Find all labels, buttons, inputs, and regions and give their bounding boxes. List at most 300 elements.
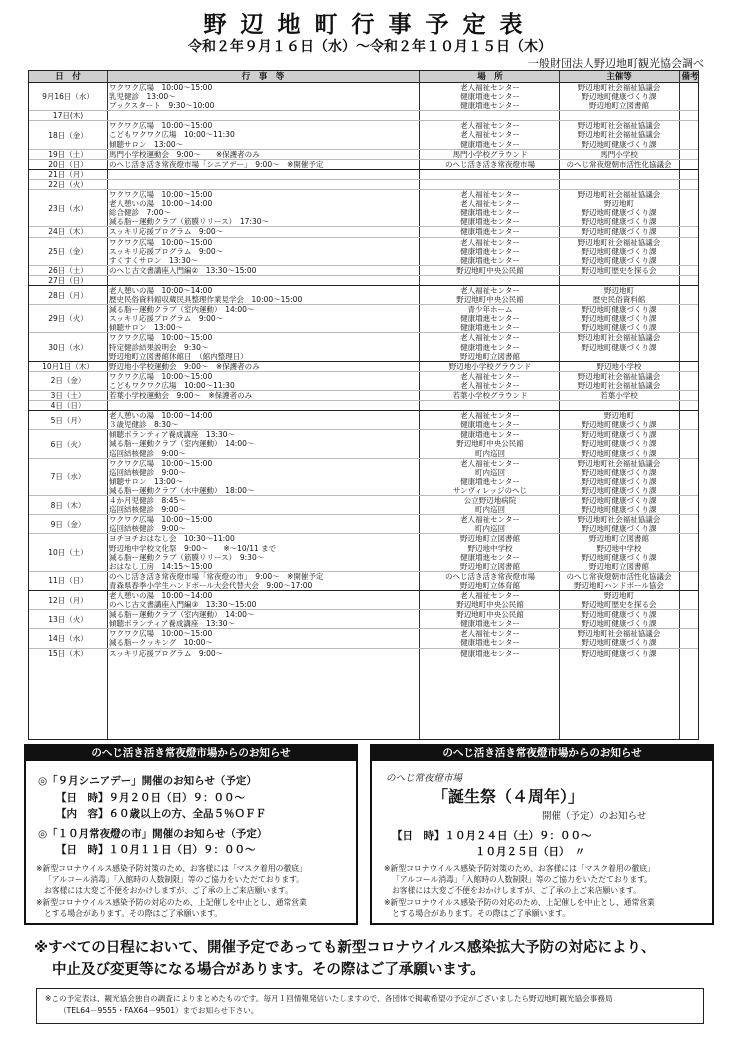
event-organizer: 野辺地町健康づくり課 [581, 342, 657, 352]
schedule-rows [29, 83, 698, 740]
event-line [29, 208, 698, 217]
row-date: 28日（月） [48, 290, 88, 300]
event-name: ワクワク広場 10:00～15:00 [109, 237, 213, 247]
event-place: 健康増進センター [460, 227, 520, 237]
event-line [29, 468, 698, 477]
left-note-line: お客様には大変ご不便をおかけしますが、ご了承の上ご来店願います。 [44, 886, 293, 895]
event-place: 老人福祉センター [460, 190, 520, 200]
right-note-line: ※新型コロナウイルス感染予防の対応のため、上記催しを中止とし、通常営業 [384, 898, 655, 907]
event-name: ワクワク広場 10:00～15:00 [109, 458, 213, 468]
event-name: すくすくサロン 13:30～ [109, 255, 199, 265]
event-place: 野辺地町立図書館 [460, 561, 520, 571]
event-organizer: 野辺地町健康づくり課 [581, 420, 657, 430]
event-name: 歴史民俗資料館収蔵民具整理作業見学会 10:00～15:00 [109, 295, 303, 305]
schedule-period: 令和２年９月１６日（水）～令和２年１０月１５日（木） [188, 39, 552, 55]
row-date: 21日（月） [48, 169, 88, 179]
event-place: 老人福祉センター [460, 629, 520, 639]
event-place: 老人福祉センター [460, 515, 520, 525]
schedule-row [29, 429, 698, 457]
event-name: 減る脂ー運動クラブ（筋膜リリース） 17:30～ [109, 217, 269, 227]
header-remarks: 備考 [681, 72, 699, 82]
event-line [29, 496, 698, 505]
event-name: 減る脂ー運動クラブ（室内運動） 14:00～ [109, 439, 255, 449]
event-place: 野辺地町中央公民館 [456, 295, 524, 305]
row-date: 25日（金） [48, 246, 88, 256]
event-place: 老人福祉センター [460, 121, 520, 131]
event-place: 健康増進センター [460, 638, 520, 648]
event-name: 野辺地中学校文化祭 9:00～ ※～10/11 まで [109, 543, 277, 553]
schedule-row [29, 514, 698, 533]
event-organizer: 野辺地町社会福祉協議会 [577, 130, 661, 140]
event-name: 野辺地小学校運動会 9:00～ ※保護者のみ [109, 361, 260, 371]
event-line [29, 256, 698, 265]
event-line [29, 372, 698, 381]
event-place: 老人福祉センター [460, 333, 520, 343]
event-line [29, 515, 698, 524]
row-date: 2日（金） [50, 376, 86, 386]
row-date: 20日（日） [48, 159, 88, 169]
event-place: のへじ活き活き常夜燈市場 [445, 571, 535, 581]
event-organizer: 野辺地町健康づくり課 [581, 439, 657, 449]
event-name: ワクワク広場 10:00～15:00 [109, 83, 213, 92]
event-organizer: のへじ常夜燈朝市活性化協議会 [566, 159, 672, 169]
event-line [29, 352, 698, 361]
schedule-row [29, 149, 698, 159]
row-date: 22日（火） [48, 179, 88, 189]
event-name: 特定健診結果説明会 9:30～ [109, 342, 209, 352]
event-organizer: 野辺地町健康づくり課 [581, 619, 657, 629]
row-date: 9日（金） [50, 519, 86, 529]
row-date: 17日(木) [52, 111, 84, 121]
event-organizer: 野辺地町社会福祉協議会 [577, 458, 661, 468]
event-line [29, 411, 698, 420]
event-name: ワクワク広場 10:00～15:00 [109, 515, 213, 525]
event-name: 傾聴サロン 13:00～ [109, 323, 184, 333]
event-place: 若葉小学校グラウンド [452, 391, 528, 400]
schedule-row [29, 332, 698, 360]
event-line [29, 217, 698, 226]
event-name: スッキリ応援プログラム 9:00～ [109, 314, 224, 324]
schedule-row [29, 169, 698, 179]
event-place: 老人福祉センター [460, 458, 520, 468]
left-note-line: ※新型コロナウイルス感染予防の対応のため、上記催しを中止とし、通常営業 [36, 898, 307, 907]
event-line [29, 286, 698, 295]
event-organizer: 野辺地町ハンドボール協会 [574, 580, 664, 590]
schedule-header [29, 71, 698, 83]
row-date: 18日（金） [48, 130, 88, 140]
event-place: 野辺地町中央公民館 [456, 265, 524, 275]
left-note-line: 「アルコール消毒」「入館時の人数制限」等のご協力をいただております。 [44, 875, 305, 884]
event-organizer: 野辺地町健康づくり課 [581, 246, 657, 256]
event-line [29, 600, 698, 609]
event-organizer: 若葉小学校 [600, 391, 638, 400]
event-place: 野辺地小学校グラウンド [448, 361, 532, 371]
event-organizer: 野辺地町健康づくり課 [581, 430, 657, 440]
event-organizer: 野辺地町健康づくり課 [581, 92, 657, 102]
event-line [29, 524, 698, 533]
schedule-row [29, 410, 698, 429]
event-name: 傾聴サロン 13:00～ [109, 476, 184, 486]
event-line [29, 180, 698, 189]
event-place: 町内巡回 [475, 467, 505, 477]
event-name: 馬門小学校運動会 9:00～ ※保護者のみ [109, 149, 260, 159]
event-place: 野辺地町中央公民館 [456, 600, 524, 610]
event-name: ワクワク広場 10:00～15:00 [109, 121, 213, 131]
page-title: 野辺地町行事予定表 [203, 11, 537, 38]
event-place: 老人福祉センター [460, 285, 520, 295]
event-place: 馬門小学校グラウンド [452, 149, 528, 159]
event-name: のへじ古文書講座入門編② 13:30～15:00 [109, 265, 257, 275]
event-name: 老人憩いの湯 10:00～14:00 [109, 411, 213, 421]
left-item1-title: ◎「９月シニアデー」開催のお知らせ（予定） [38, 775, 257, 787]
event-line [29, 486, 698, 495]
event-name: のへじ古文書講座入門編③ 13:30～15:00 [109, 600, 257, 610]
event-organizer: 野辺地町健康づくり課 [581, 139, 657, 149]
event-name: ワクワク広場 10:00～15:00 [109, 190, 213, 200]
event-place: 野辺地町中央公民館 [456, 610, 524, 620]
row-date: 6日（火） [50, 439, 86, 449]
event-line [29, 391, 698, 400]
event-line [29, 323, 698, 332]
event-line [29, 150, 698, 159]
row-date: 13日（火） [48, 614, 88, 624]
schedule-row [29, 590, 698, 609]
event-place: サンヴィレッジのへじ [452, 485, 528, 495]
schedule-row [29, 189, 698, 226]
event-name: のへじ活き活き常夜燈市場「シニアデー」 9:00～ ※開催予定 [109, 159, 324, 169]
event-line [29, 420, 698, 429]
header-organizer: 主催等 [606, 72, 632, 82]
event-line [29, 305, 698, 314]
event-line [29, 160, 698, 169]
event-place: 健康増進センター [460, 430, 520, 440]
event-name: おはなし工房 14:15～15:00 [109, 561, 213, 571]
event-name: 巡回結核健診 9:00～ [109, 448, 186, 458]
event-line [29, 247, 698, 256]
right-note-line: お客様には大変ご不便をおかけしますが、ご了承の上ご来店願います。 [392, 886, 641, 895]
event-line [29, 553, 698, 562]
event-place: 町内巡回 [475, 448, 505, 458]
event-line [29, 121, 698, 130]
event-line [29, 199, 698, 208]
schedule-row [29, 458, 698, 495]
schedule-row [29, 83, 698, 110]
schedule-row [29, 609, 698, 628]
event-name: こどもワクワク広場 10:00～11:30 [109, 380, 235, 390]
event-line [29, 401, 698, 410]
event-place: 健康増進センター [460, 101, 520, 111]
right-note-line: 「アルコール消毒」「入館時の人数制限」等のご協力をいただております。 [392, 875, 653, 884]
left-item2-date: 【日 時】１０月１１日（日）９：００～ [56, 844, 256, 856]
event-place: 老人福祉センター [460, 411, 520, 421]
event-place: 野辺地町立図書館 [460, 351, 520, 361]
event-name: ブックスタート 9:30～10:00 [109, 101, 215, 111]
event-organizer: 野辺地町立図書館 [589, 561, 649, 571]
event-name: 巡回結核健診 9:00～ [109, 467, 186, 477]
event-name: ４か月児健診 8:45～ [109, 496, 186, 506]
event-name: ワクワク広場 10:00～15:00 [109, 629, 213, 639]
event-line [29, 430, 698, 439]
event-organizer: 野辺地町 [604, 285, 634, 295]
event-organizer: 野辺地町立図書館 [589, 534, 649, 544]
schedule-row [29, 628, 698, 647]
event-organizer: 野辺地町健康づくり課 [581, 467, 657, 477]
schedule-row [29, 648, 698, 658]
header-date: 日 付 [55, 72, 81, 82]
event-name: 減る脂ークッキング 10:00～ [109, 638, 213, 648]
event-name: 減る脂ー運動クラブ（水中運動） 18:00～ [109, 485, 255, 495]
organizer-credit: 一般財団法人野辺地町観光協会調べ [528, 57, 704, 70]
event-name: 巡回結核健診 9:00～ [109, 524, 186, 534]
event-line [29, 333, 698, 342]
left-item1-content: 【内 容】６０歳以上の方、全品５％ＯＦＦ [56, 808, 266, 820]
event-place: 健康増進センター [460, 255, 520, 265]
right-event-title: 「誕生祭（４周年）」 [432, 787, 585, 806]
event-place: 健康増進センター [460, 619, 520, 629]
event-place: 健康増進センター [460, 552, 520, 562]
event-line [29, 140, 698, 149]
footer-line: ※この予定表は、観光協会独自の調査によりまとめたものです。毎月１回情報発信いたしますので、各団体で掲載希望の予定がございましたら野辺地町観光協会事務局 [45, 994, 613, 1003]
schedule-row [29, 361, 698, 371]
event-organizer: 野辺地町健康づくり課 [581, 323, 657, 333]
event-place: 健康増進センター [460, 314, 520, 324]
event-line [29, 170, 698, 179]
event-line [29, 362, 698, 371]
event-name: 減る脂ー運動クラブ（室内運動） 14:00～ [109, 305, 255, 315]
right-notice-box [370, 744, 714, 925]
event-line [29, 619, 698, 628]
event-organizer: 野辺地町 [604, 411, 634, 421]
row-date: 30日（水） [48, 342, 88, 352]
row-date: 27日（日） [48, 275, 88, 285]
event-name: のへじ活き活き常夜燈市場「常夜燈の市」 9:00～ ※開催予定 [109, 571, 324, 581]
event-organizer: 野辺地町健康づくり課 [581, 217, 657, 227]
schedule-row [29, 237, 698, 265]
event-name: こどもワクワク広場 10:00～11:30 [109, 130, 235, 140]
event-organizer: 野辺地町健康づくり課 [581, 496, 657, 506]
event-line [29, 649, 698, 658]
schedule-row [29, 571, 698, 590]
schedule-row [29, 285, 698, 304]
event-organizer: 野辺地町健康づくり課 [581, 552, 657, 562]
event-organizer: 野辺地町社会福祉協議会 [577, 83, 661, 92]
event-name: 若葉小学校運動会 9:00～ ※保護者のみ [109, 391, 253, 400]
event-organizer: 野辺地町健康づくり課 [581, 255, 657, 265]
event-line [29, 314, 698, 323]
header-event: 行 事 等 [241, 72, 285, 82]
schedule-row [29, 159, 698, 169]
event-organizer: 野辺地町社会福祉協議会 [577, 515, 661, 525]
event-organizer: 野辺地中学校 [596, 543, 642, 553]
schedule-row [29, 110, 698, 120]
event-organizer: 歴史民俗資料館 [592, 295, 646, 305]
event-line [29, 295, 698, 304]
event-organizer: 野辺地町健康づくり課 [581, 208, 657, 218]
event-place: 老人福祉センター [460, 590, 520, 600]
event-place: 野辺地中学校 [467, 543, 513, 553]
row-date: 26日（土） [48, 265, 88, 275]
schedule-row [29, 120, 698, 148]
row-date: 15日（木） [48, 648, 88, 658]
event-name: スッキリ応援プログラム 9:00～ [109, 227, 224, 237]
row-date: 14日（水） [48, 633, 88, 643]
event-name: ３歳児健診 8:30～ [109, 420, 179, 430]
event-organizer: 野辺地町健康づくり課 [581, 448, 657, 458]
event-organizer: 野辺地町社会福祉協議会 [577, 121, 661, 131]
event-place: のへじ活き活き常夜燈市場 [445, 159, 535, 169]
event-organizer: 野辺地町健康づくり課 [581, 485, 657, 495]
schedule-row [29, 304, 698, 332]
event-line [29, 629, 698, 638]
right-notice-header: のへじ活き活き常夜燈市場からのお知らせ [372, 746, 712, 761]
row-date: 29日（火） [48, 314, 88, 324]
event-line [29, 238, 698, 247]
right-event-sub: 開催（予定）のお知らせ [542, 811, 647, 822]
event-place: 町内巡回 [475, 505, 505, 515]
schedule-row [29, 533, 698, 570]
event-organizer: 野辺地町歴史を探る会 [581, 600, 657, 610]
final-notice-line: 中止及び変更等になる場合があります。その際はご了承願います。 [52, 962, 485, 978]
left-notice-header: のへじ活き活き常夜燈市場からのお知らせ [26, 746, 356, 761]
event-organizer: 野辺地町立図書館 [589, 101, 649, 111]
event-line [29, 92, 698, 101]
event-place: 老人福祉センター [460, 380, 520, 390]
header-place: 場 所 [477, 72, 503, 82]
event-place: 野辺地町立体育館 [460, 580, 520, 590]
row-date: 4日（日） [50, 401, 86, 411]
event-organizer: 野辺地町健康づくり課 [581, 314, 657, 324]
event-organizer: 野辺地町 [604, 590, 634, 600]
event-line [29, 562, 698, 571]
left-note-line: ※新型コロナウイルス感染予防対策のため、お客様には「マスク着用の徹底」 [36, 864, 307, 873]
event-line [29, 591, 698, 600]
event-name: 減る脂ー運動クラブ（筋膜リリース） 9:30～ [109, 552, 265, 562]
event-line [29, 101, 698, 110]
right-date2: １０月２５日（日） 〃 [475, 846, 586, 858]
right-note-line: とする場合があります。その際はご了承願います。 [392, 909, 571, 918]
event-name: 青森県春季小学生ハンドボール大会代替大会 9:00～17:00 [109, 580, 313, 590]
event-organizer: 野辺地町健康づくり課 [581, 638, 657, 648]
event-organizer: 野辺地町歴史を探る会 [581, 265, 657, 275]
event-place: 町内巡回 [475, 524, 505, 534]
event-line [29, 449, 698, 458]
event-name: 野辺地町立図書館休館日 （館内整理日） [109, 351, 248, 361]
schedule-row [29, 275, 698, 285]
row-date: 5日（月） [50, 415, 86, 425]
row-date: 12日（月） [48, 595, 88, 605]
event-line [29, 459, 698, 468]
event-organizer: 野辺地町健康づくり課 [581, 227, 657, 237]
event-place: 健康増進センター [460, 246, 520, 256]
event-line [29, 477, 698, 486]
event-place: 老人福祉センター [460, 130, 520, 140]
event-place: 健康増進センター [460, 648, 520, 658]
schedule-row [29, 226, 698, 236]
schedule-row [29, 371, 698, 390]
event-line [29, 572, 698, 581]
event-name: 総合健診 7:00～ [109, 208, 171, 218]
event-name: 傾聴ボランティア養成講座 13:30～ [109, 430, 236, 440]
left-notice-box [24, 744, 358, 925]
event-name: ワクワク広場 10:00～15:00 [109, 371, 213, 381]
final-notice [34, 937, 724, 981]
right-note-line: ※新型コロナウイルス感染予防対策のため、お客様には「マスク着用の徹底」 [384, 864, 655, 873]
event-name: スッキリ応援プログラム 9:00～ [109, 246, 224, 256]
event-organizer: 野辺地町健康づくり課 [581, 476, 657, 486]
event-line [29, 610, 698, 619]
event-place: 老人福祉センター [460, 83, 520, 92]
event-line [29, 343, 698, 352]
event-line [29, 266, 698, 275]
event-name: 老人憩いの湯 10:00～14:00 [109, 285, 213, 295]
footer-line: （TEL64－9555・FAX64－9501）までお知らせ下さい。 [59, 1006, 259, 1015]
event-organizer: 野辺地町社会福祉協議会 [577, 237, 661, 247]
footer-note [36, 988, 704, 1024]
right-subtitle: のへじ常夜燈市場 [386, 773, 463, 784]
schedule-row [29, 400, 698, 410]
event-organizer: 野辺地町社会福祉協議会 [577, 371, 661, 381]
event-organizer: 野辺地町健康づくり課 [581, 648, 657, 658]
event-place: 健康増進センター [460, 208, 520, 218]
event-line [29, 111, 698, 120]
left-item1-date: 【日 時】９月２０日（日）９：００～ [56, 792, 245, 804]
event-organizer: 野辺地町社会福祉協議会 [577, 333, 661, 343]
event-line [29, 505, 698, 514]
event-place: 老人福祉センター [460, 199, 520, 209]
event-organizer: 野辺地町社会福祉協議会 [577, 629, 661, 639]
event-line [29, 381, 698, 390]
row-date: 8日（木） [50, 500, 86, 510]
event-name: 老人憩いの湯 10:00～14:00 [109, 199, 213, 209]
event-name: ヨチヨチおはなし会 10:30～11:00 [109, 534, 235, 544]
event-line [29, 276, 698, 285]
event-organizer: 野辺地町健康づくり課 [581, 524, 657, 534]
schedule-row [29, 495, 698, 514]
row-date: 24日（木） [48, 227, 88, 237]
event-name: 乳児健診 13:00～ [109, 92, 176, 102]
event-place: 老人福祉センター [460, 371, 520, 381]
event-organizer: 野辺地町 [604, 199, 634, 209]
event-line [29, 581, 698, 590]
event-place: 老人福祉センター [460, 237, 520, 247]
left-note-line: とする場合があります。その際はご了承願います。 [44, 909, 223, 918]
event-place: 健康増進センター [460, 476, 520, 486]
event-name: 巡回結核健診 9:00～ [109, 505, 186, 515]
event-organizer: 野辺地町健康づくり課 [581, 610, 657, 620]
schedule-row [29, 179, 698, 189]
event-line [29, 130, 698, 139]
event-line [29, 83, 698, 92]
event-organizer: 野辺地小学校 [596, 361, 642, 371]
event-organizer: 馬門小学校 [600, 149, 638, 159]
row-date: 3日（土） [50, 391, 86, 401]
event-place: 健康増進センター [460, 323, 520, 333]
row-date: 23日（水） [48, 203, 88, 213]
row-date: 9月16日（水） [42, 92, 94, 102]
event-place: 青少年ホーム [467, 305, 513, 315]
event-organizer: 野辺地町健康づくり課 [581, 505, 657, 515]
left-item2-title: ◎「１０月常夜燈の市」開催のお知らせ（予定） [38, 828, 268, 840]
event-organizer: 野辺地町社会福祉協議会 [577, 380, 661, 390]
event-place: 野辺地町立図書館 [460, 534, 520, 544]
event-place: 健康増進センター [460, 139, 520, 149]
row-date: 10月1日（木） [42, 361, 94, 371]
event-name: スッキリ応援プログラム 9:00～ [109, 648, 224, 658]
event-name: 傾聴ボランティア養成講座 13:30～ [109, 619, 236, 629]
event-organizer: のへじ常夜燈朝市活性化協議会 [566, 571, 672, 581]
event-place: 野辺地町中央公民館 [456, 439, 524, 449]
event-name: ワクワク広場 10:00～15:00 [109, 333, 213, 343]
